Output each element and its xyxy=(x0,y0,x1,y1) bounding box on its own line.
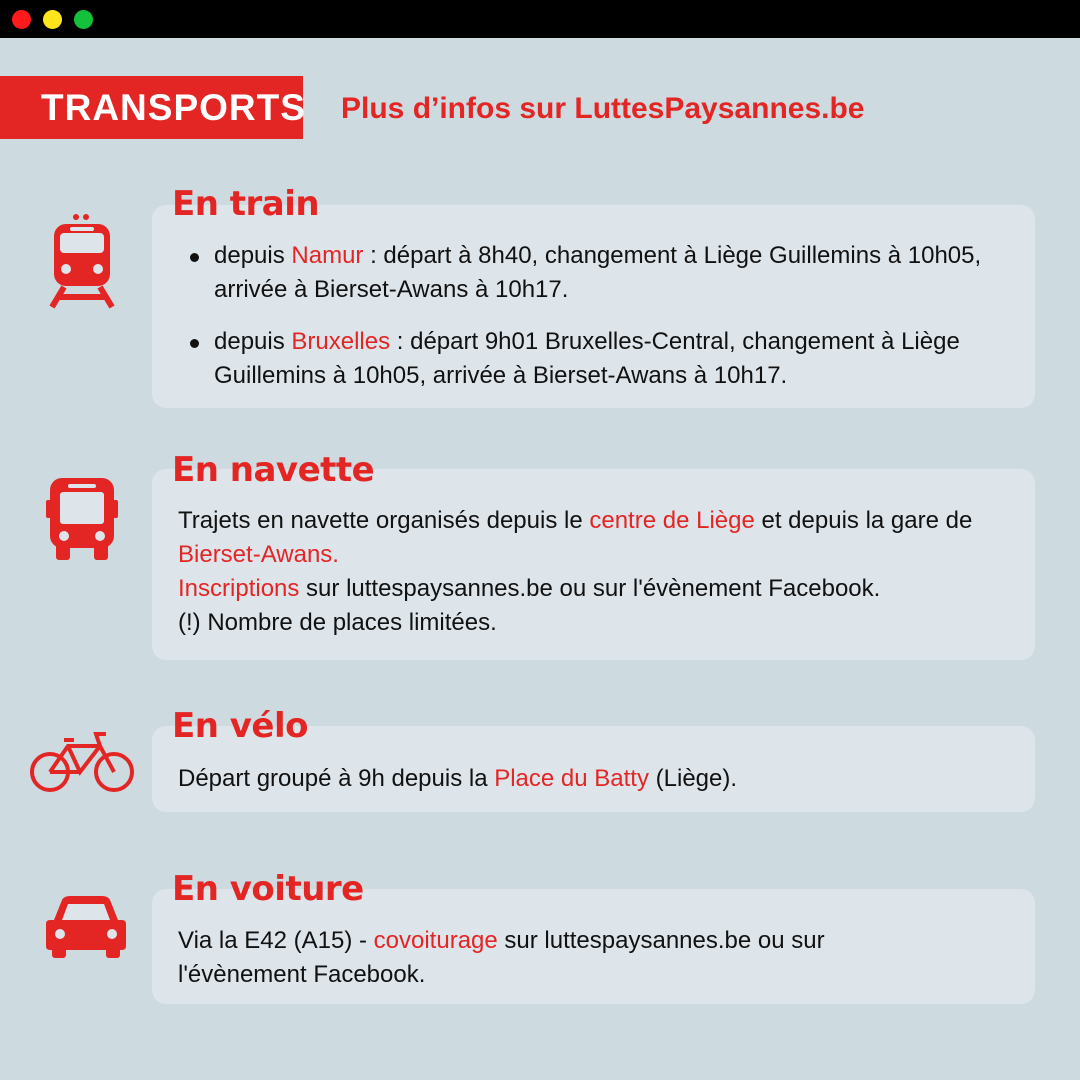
bike-text: Départ groupé à 9h depuis la Place du Batty (Liège). xyxy=(178,765,738,792)
maximize-window-button[interactable] xyxy=(74,10,93,29)
train-icon xyxy=(48,213,116,309)
covoiturage-link[interactable]: covoiturage xyxy=(373,927,498,954)
bicycle-icon xyxy=(30,730,134,794)
bike-title: En vélo xyxy=(172,706,309,746)
window-titlebar xyxy=(0,0,1080,38)
train-title: En train xyxy=(172,184,320,224)
city-namur: Namur xyxy=(291,242,364,269)
website-link[interactable]: Plus d’infos sur LuttesPaysannes.be xyxy=(341,92,865,125)
section-tag xyxy=(0,76,306,139)
bus-icon xyxy=(46,478,118,560)
section-tag-label: TRANSPORTS xyxy=(41,87,306,128)
centre-liege: centre de Liège xyxy=(589,507,755,534)
car-text: Via la E42 (A15) - covoiturage sur luttespaysannes.be ou sur l'évènement Facebook. xyxy=(178,927,825,988)
shuttle-title: En navette xyxy=(172,450,375,490)
bierset-awans: Bierset-Awans. xyxy=(178,541,339,568)
inscriptions-link[interactable]: Inscriptions xyxy=(178,575,300,602)
minimize-window-button[interactable] xyxy=(43,10,62,29)
car-icon xyxy=(46,894,126,958)
place-du-batty: Place du Batty xyxy=(494,765,649,792)
train-list xyxy=(152,239,1012,411)
car-title: En voiture xyxy=(172,869,364,909)
shuttle-text: Trajets en navette organisés depuis le centre de Liège et depuis la gare de Bierset-Awans. Inscriptions sur luttespaysannes.be ou sur l'évènement Facebook. (!) Nombre de places limitées. xyxy=(178,507,973,636)
close-window-button[interactable] xyxy=(12,10,31,29)
city-bruxelles: Bruxelles xyxy=(291,328,391,355)
list-item: depuis Namur : départ à 8h40, changement à Liège Guillemins à 10h05, arrivée à Bierset-Awans à 10h17. xyxy=(152,239,1012,307)
places-limited-note: (!) Nombre de places limitées. xyxy=(178,609,497,636)
list-item: depuis Bruxelles : départ 9h01 Bruxelles-Central, changement à Liège Guillemins à 10h05, arrivée à Bierset-Awans à 10h17. xyxy=(152,325,1012,393)
